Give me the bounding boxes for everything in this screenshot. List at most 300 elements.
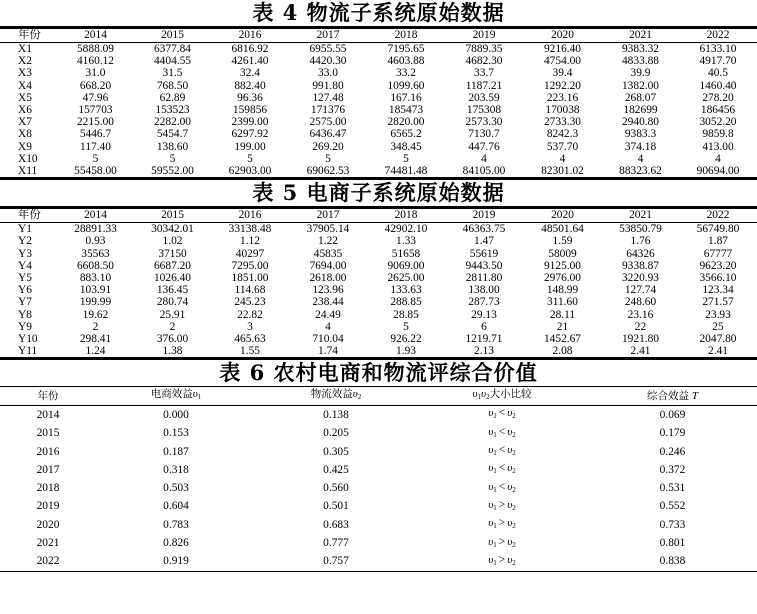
cell-year: 2014 — [36, 408, 60, 421]
table-cell: 3220.93 — [621, 272, 660, 285]
table-cell: 199.00 — [234, 140, 266, 153]
table-cell: 280.74 — [156, 296, 189, 309]
table-row — [0, 309, 757, 321]
table-cell: 127.48 — [312, 91, 344, 104]
table-cell: 46363.75 — [462, 223, 506, 236]
table-cell: 2 — [169, 320, 176, 333]
cell-comparison: $\upsilon_1 > \upsilon_2$ — [488, 498, 516, 512]
cell-ecommerce-benefit: 0.187 — [163, 445, 189, 458]
table-row — [0, 104, 757, 116]
table-cell: 1.12 — [240, 235, 260, 248]
table-cell: 31.0 — [85, 67, 106, 80]
table-cell: 268.07 — [624, 91, 657, 104]
table-cell: 22 — [634, 320, 647, 333]
table-cell: 2.41 — [708, 345, 728, 358]
table-cell: 31.5 — [162, 67, 183, 80]
table-row — [0, 461, 757, 479]
table-cell: 45835 — [313, 247, 343, 260]
table-cell: 1.59 — [552, 235, 573, 248]
cell-combined-benefit: 0.179 — [659, 427, 686, 440]
table-cell: 5 — [403, 152, 409, 165]
table-cell: 148.99 — [546, 284, 579, 297]
col-header-2015: 2015 — [161, 29, 184, 41]
table-cell: 4261.40 — [231, 55, 269, 68]
row-label: Y8 — [18, 308, 32, 321]
table-cell: 7195.65 — [387, 43, 425, 55]
cell-logistics-benefit: 0.425 — [323, 463, 349, 476]
table-cell: 7694.00 — [309, 259, 347, 272]
table-cell: 1099.60 — [387, 79, 425, 92]
col-header-2019: 2019 — [472, 209, 496, 222]
table-cell: 33.7 — [474, 67, 494, 80]
table-cell: 4 — [715, 152, 721, 165]
table-cell: 28.85 — [393, 308, 419, 321]
cell-ecommerce-benefit: 0.783 — [163, 518, 189, 531]
table-cell: 0.93 — [85, 235, 106, 248]
row-label: Y10 — [18, 333, 38, 346]
cell-year: 2022 — [36, 555, 60, 568]
table-cell: 223.16 — [546, 91, 579, 104]
table-cell: 22.82 — [237, 308, 263, 321]
table-cell: 1.74 — [318, 345, 338, 358]
cell-combined-benefit: 0.838 — [659, 555, 686, 568]
table-cell: 1.24 — [85, 345, 106, 358]
table-cell: 6565.2 — [390, 128, 422, 141]
cell-combined-benefit: 0.733 — [659, 518, 686, 531]
row-label: Y11 — [18, 345, 38, 358]
comparison-operator: < — [498, 425, 506, 438]
table4-header-row — [0, 28, 757, 43]
table-cell: 1219.71 — [465, 333, 503, 346]
table-cell: 84105.00 — [462, 165, 506, 178]
table-cell: 9216.40 — [543, 43, 582, 55]
table-cell: 413.00 — [702, 140, 734, 153]
table-cell: 278.20 — [702, 91, 734, 104]
table-row — [0, 80, 757, 92]
table5-title: 表 5 电商子系统原始数据 — [252, 180, 505, 206]
table-cell: 4682.30 — [465, 55, 503, 68]
row-label: X2 — [18, 55, 32, 68]
table-cell: 298.41 — [79, 333, 112, 346]
table-cell: 9443.50 — [465, 259, 503, 272]
table-row — [0, 345, 757, 359]
table-cell: 182699 — [623, 104, 658, 117]
row-label: Y5 — [18, 272, 32, 285]
col-header-comparison: $\upsilon_1\upsilon_2$大小比较 — [472, 388, 532, 402]
table-row — [0, 248, 757, 260]
table-cell: 42902.10 — [384, 223, 428, 236]
table-cell: 2733.30 — [543, 116, 582, 129]
table-cell: 465.63 — [234, 333, 266, 346]
table-cell: 7295.00 — [231, 259, 269, 272]
table-cell: 4603.88 — [387, 55, 425, 68]
table-cell: 69062.53 — [306, 165, 350, 178]
col-header-ecommerce-benefit: 电商效益$\upsilon_1$ — [150, 388, 202, 402]
table6-title: 表 6 农村电商和物流评综合价值 — [219, 360, 538, 386]
cell-year: 2017 — [36, 463, 60, 476]
table-cell: 376.00 — [156, 333, 189, 346]
table-row — [0, 43, 757, 56]
row-label: Y2 — [18, 235, 32, 248]
table-cell: 447.76 — [468, 140, 500, 153]
table-cell: 64326 — [626, 247, 655, 260]
row-label: Y1 — [18, 223, 32, 236]
table-cell: 1.76 — [630, 235, 651, 248]
table-row — [0, 165, 757, 179]
col-header-logistics-benefit: 物流效益$\upsilon_2$ — [310, 388, 362, 402]
table-row — [0, 443, 757, 461]
cell-year: 2015 — [36, 427, 60, 440]
table-cell: 4160.12 — [76, 55, 115, 68]
table-cell: 2047.80 — [699, 333, 737, 346]
row-label: X6 — [18, 104, 32, 117]
table-cell: 175308 — [466, 104, 502, 117]
cell-comparison: $\upsilon_1 < \upsilon_2$ — [488, 444, 516, 458]
table-cell: 7130.7 — [468, 128, 500, 141]
table-cell: 90694.00 — [696, 165, 740, 178]
table-cell: 123.34 — [702, 284, 734, 297]
table-cell: 5 — [403, 320, 409, 333]
table-cell: 374.18 — [624, 140, 657, 153]
cell-logistics-benefit: 0.501 — [323, 500, 349, 513]
table-cell: 287.73 — [468, 296, 500, 309]
col-header-2022: 2022 — [706, 29, 730, 41]
table-cell: 55458.00 — [74, 165, 117, 178]
table-cell: 127.74 — [624, 284, 657, 297]
table-cell: 1187.21 — [465, 79, 503, 92]
table-cell: 882.40 — [234, 79, 266, 92]
col-header-2022: 2022 — [706, 209, 730, 222]
table-row — [0, 141, 757, 153]
cell-comparison: $\upsilon_1 < \upsilon_2$ — [488, 425, 516, 439]
comparison-operator: < — [498, 480, 506, 493]
table4-title: 表 4 物流子系统原始数据 — [252, 0, 505, 25]
table-cell: 2399.00 — [231, 116, 269, 129]
table-cell: 1292.20 — [543, 79, 582, 92]
col-header-2016: 2016 — [238, 209, 262, 222]
table-cell: 3 — [247, 320, 253, 333]
cell-comparison: $\upsilon_1 < \upsilon_2$ — [488, 407, 516, 421]
table-cell: 123.96 — [312, 284, 344, 297]
comparison-operator: > — [498, 553, 506, 566]
table-cell: 96.36 — [237, 91, 263, 104]
table-cell: 1026.40 — [153, 272, 192, 285]
cell-ecommerce-benefit: 0.826 — [163, 537, 189, 550]
col-header-2020: 2020 — [551, 29, 574, 41]
table-cell: 2282.00 — [153, 116, 192, 129]
table-cell: 6816.92 — [231, 43, 269, 55]
cell-logistics-benefit: 0.777 — [323, 537, 349, 550]
table-row — [0, 55, 757, 67]
table-cell: 199.99 — [79, 296, 112, 309]
table-cell: 6955.55 — [309, 43, 347, 55]
table-row — [0, 235, 757, 247]
row-label: Y4 — [18, 259, 32, 272]
table-cell: 23.93 — [705, 308, 731, 321]
row-label: X8 — [18, 128, 32, 141]
table-cell: 40.5 — [708, 67, 728, 80]
table-cell: 883.10 — [79, 272, 112, 285]
table-cell: 2573.30 — [465, 116, 503, 129]
table-cell: 153523 — [155, 104, 190, 117]
table-cell: 2618.00 — [309, 272, 347, 285]
cell-ecommerce-benefit: 0.503 — [163, 482, 189, 495]
cell-ecommerce-benefit: 0.919 — [163, 555, 189, 568]
cell-year: 2020 — [36, 518, 60, 531]
row-label: Y6 — [18, 284, 32, 297]
table-cell: 1.47 — [474, 235, 494, 248]
table-cell: 33138.48 — [228, 223, 272, 236]
row-label: X5 — [18, 91, 32, 104]
table6-header-row — [0, 387, 757, 406]
table-cell: 4404.55 — [153, 55, 192, 68]
table6-comprehensive-evaluation — [0, 386, 757, 572]
table-row — [0, 406, 757, 425]
table-cell: 991.80 — [312, 79, 344, 92]
cell-year: 2019 — [36, 500, 60, 513]
table-cell: 203.59 — [468, 91, 500, 104]
comparison-operator: > — [498, 535, 506, 548]
table-row — [0, 272, 757, 284]
table-row — [0, 116, 757, 128]
table-cell: 1382.00 — [621, 79, 660, 92]
table-cell: 32.4 — [240, 67, 260, 80]
table-cell: 8242.3 — [546, 128, 579, 141]
table-cell: 6608.50 — [76, 259, 115, 272]
col-header-2014: 2014 — [84, 29, 107, 41]
table-cell: 2811.80 — [465, 272, 503, 285]
table-cell: 33.0 — [318, 67, 338, 80]
table-cell: 2.08 — [552, 345, 573, 358]
table-cell: 25.91 — [159, 308, 186, 321]
table-cell: 9623.20 — [699, 259, 737, 272]
row-label: X3 — [18, 67, 32, 80]
table-row — [0, 333, 757, 345]
table-cell: 37150 — [158, 247, 187, 260]
table-cell: 2215.00 — [76, 116, 115, 129]
row-label: Y9 — [18, 320, 32, 333]
table-cell: 170038 — [545, 104, 580, 117]
table-cell: 3052.20 — [699, 116, 737, 129]
table-cell: 6133.10 — [699, 43, 737, 55]
table-cell: 9125.00 — [543, 259, 582, 272]
table-cell: 62903.00 — [228, 165, 272, 178]
table5-ecommerce-raw-data — [0, 206, 757, 360]
table-cell: 1921.80 — [621, 333, 660, 346]
cell-year: 2018 — [36, 482, 60, 495]
table-cell: 23.16 — [627, 308, 654, 321]
table-cell: 133.63 — [390, 284, 422, 297]
table-cell: 4 — [325, 320, 331, 333]
row-label: X7 — [18, 116, 32, 129]
table-cell: 5 — [92, 152, 99, 165]
table-cell: 186456 — [700, 104, 736, 117]
table-cell: 74481.48 — [384, 165, 428, 178]
table-cell: 138.60 — [156, 140, 189, 153]
table-cell: 2 — [92, 320, 99, 333]
table-cell: 5 — [325, 152, 331, 165]
table-row — [0, 153, 757, 165]
table-cell: 40297 — [235, 247, 265, 260]
table-cell: 82301.02 — [541, 165, 584, 178]
cell-logistics-benefit: 0.683 — [323, 518, 349, 531]
cell-comparison: $\upsilon_1 < \upsilon_2$ — [488, 480, 516, 494]
table-cell: 1.87 — [708, 235, 728, 248]
table-cell: 1.33 — [396, 235, 416, 248]
table-cell: 926.22 — [390, 333, 422, 346]
row-label: Y3 — [18, 247, 32, 260]
table-row — [0, 516, 757, 534]
table-cell: 5 — [169, 152, 176, 165]
table-cell: 1.22 — [318, 235, 338, 248]
table-cell: 9383.3 — [624, 128, 657, 141]
table-cell: 138.00 — [468, 284, 500, 297]
table-cell: 24.49 — [315, 308, 341, 321]
comparison-operator: < — [498, 462, 506, 475]
table-cell: 3566.10 — [699, 272, 737, 285]
table-cell: 9859.8 — [702, 128, 734, 141]
table-cell: 136.45 — [156, 284, 189, 297]
table-row — [0, 67, 757, 79]
table-cell: 537.70 — [546, 140, 579, 153]
table-cell: 185473 — [388, 104, 424, 117]
cell-comparison: $\upsilon_1 < \upsilon_2$ — [488, 462, 516, 476]
table-cell: 5446.7 — [79, 128, 112, 141]
table-cell: 21 — [556, 320, 569, 333]
cell-comparison: $\upsilon_1 > \upsilon_2$ — [488, 517, 516, 531]
col-header-2015: 2015 — [161, 209, 184, 222]
table-cell: 39.9 — [630, 67, 651, 80]
col-header-2017: 2017 — [316, 209, 340, 222]
table-row — [0, 284, 757, 296]
table-cell: 4917.70 — [699, 55, 737, 68]
cell-logistics-benefit: 0.205 — [323, 427, 349, 440]
table-cell: 55619 — [469, 247, 499, 260]
table-cell: 2976.00 — [543, 272, 582, 285]
table-cell: 6297.92 — [231, 128, 269, 141]
table-cell: 238.44 — [312, 296, 344, 309]
table-cell: 248.60 — [624, 296, 657, 309]
row-label: X10 — [18, 152, 38, 165]
table-cell: 59552.00 — [151, 165, 194, 178]
cell-year: 2016 — [36, 445, 60, 458]
cell-logistics-benefit: 0.757 — [323, 555, 349, 568]
table-row — [0, 92, 757, 104]
cell-combined-benefit: 0.801 — [659, 537, 686, 550]
comparison-operator: > — [498, 517, 506, 530]
table-cell: 28891.33 — [74, 223, 117, 236]
table-cell: 6436.47 — [309, 128, 347, 141]
table-cell: 1460.40 — [699, 79, 737, 92]
table-row — [0, 535, 757, 553]
table-cell: 39.4 — [552, 67, 573, 80]
table-cell: 271.57 — [702, 296, 734, 309]
table-cell: 2.41 — [630, 345, 651, 358]
table-cell: 5 — [247, 152, 253, 165]
table-cell: 4833.88 — [621, 55, 660, 68]
table-cell: 56749.80 — [696, 223, 740, 236]
col-header-year: 年份 — [37, 389, 59, 402]
cell-comparison: $\upsilon_1 > \upsilon_2$ — [488, 535, 516, 549]
table-cell: 4754.00 — [543, 55, 582, 68]
col-header-2020: 2020 — [551, 209, 574, 222]
table-cell: 5888.09 — [76, 43, 115, 55]
table-cell: 2940.80 — [621, 116, 660, 129]
col-header-2021: 2021 — [629, 29, 652, 41]
table-cell: 269.20 — [312, 140, 344, 153]
table-cell: 2625.00 — [387, 272, 425, 285]
table-row — [0, 553, 757, 572]
cell-combined-benefit: 0.372 — [659, 463, 686, 476]
cell-logistics-benefit: 0.560 — [323, 482, 349, 495]
table-cell: 29.13 — [471, 308, 497, 321]
cell-year: 2021 — [36, 537, 60, 550]
table-row — [0, 480, 757, 498]
table-cell: 30342.01 — [151, 223, 194, 236]
table-cell: 117.40 — [80, 140, 111, 153]
table4-logistics-raw-data — [0, 26, 757, 180]
table-cell: 6 — [481, 320, 487, 333]
table-cell: 768.50 — [156, 79, 189, 92]
col-header-2017: 2017 — [316, 29, 340, 41]
table-cell: 19.62 — [82, 308, 109, 321]
table-cell: 88323.62 — [619, 165, 662, 178]
table-cell: 171376 — [310, 104, 346, 117]
table-cell: 157703 — [78, 104, 113, 117]
cell-combined-benefit: 0.552 — [659, 500, 686, 513]
table-cell: 2.13 — [474, 345, 494, 358]
table-row — [0, 223, 757, 236]
table-cell: 5454.7 — [156, 128, 189, 141]
table-cell: 37905.14 — [306, 223, 350, 236]
cell-logistics-benefit: 0.305 — [323, 445, 349, 458]
table-cell: 9383.32 — [621, 43, 660, 55]
cell-combined-benefit: 0.069 — [659, 408, 686, 421]
row-label: X4 — [18, 79, 32, 92]
table5-header-row — [0, 208, 757, 223]
col-header-2019: 2019 — [472, 29, 496, 41]
table-cell: 245.23 — [234, 296, 266, 309]
table-cell: 9338.87 — [621, 259, 660, 272]
col-header-2021: 2021 — [629, 209, 652, 222]
col-header-2018: 2018 — [394, 209, 418, 222]
table-cell: 1452.67 — [543, 333, 582, 346]
table-cell: 668.20 — [79, 79, 112, 92]
table-cell: 4 — [637, 152, 644, 165]
cell-combined-benefit: 0.246 — [659, 445, 686, 458]
table-row — [0, 296, 757, 308]
table-row — [0, 321, 757, 333]
cell-ecommerce-benefit: 0.318 — [163, 463, 189, 476]
table-cell: 2575.00 — [309, 116, 347, 129]
table-row — [0, 128, 757, 140]
table-row — [0, 498, 757, 516]
table-cell: 1851.00 — [231, 272, 269, 285]
comparison-operator: < — [498, 407, 506, 420]
table-cell: 67777 — [703, 247, 733, 260]
row-label: Y7 — [18, 296, 32, 309]
cell-combined-benefit: 0.531 — [659, 482, 686, 495]
comparison-operator: < — [498, 444, 506, 457]
table-cell: 348.45 — [390, 140, 422, 153]
cell-ecommerce-benefit: 0.000 — [163, 408, 189, 421]
table-cell: 33.2 — [396, 67, 416, 80]
col-header-2016: 2016 — [238, 29, 262, 41]
table-cell: 25 — [712, 320, 724, 333]
table-row — [0, 260, 757, 272]
table-cell: 2820.00 — [387, 116, 425, 129]
col-header-2014: 2014 — [84, 209, 107, 222]
